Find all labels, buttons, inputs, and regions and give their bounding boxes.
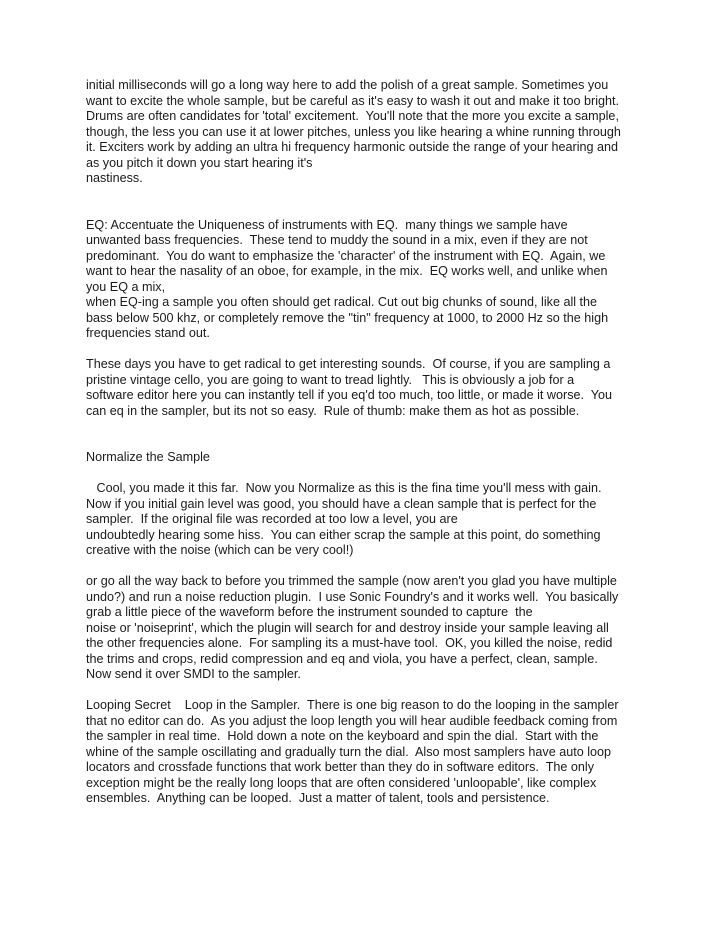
text-line: though, the less you can use it at lower pitches, unless you like hearing a whine running through xyxy=(86,124,621,139)
text-line: pristine vintage cello, you are going to want to tread lightly. This is obviously a job for a xyxy=(86,372,575,387)
text-line: exception might be the really long loops that are often considered 'unloopable', like complex xyxy=(86,775,597,790)
text-line: sampler. If the original file was recorded at too low a level, you are xyxy=(86,512,458,526)
text-line: initial milliseconds will go a long way here to add the polish of a great sample. Sometimes you xyxy=(86,78,609,92)
text-line: ensembles. Anything can be looped. Just a matter of talent, tools and persistence. xyxy=(86,791,550,805)
text-line: predominant. You do want to emphasize the 'character' of the instrument with EQ. Again, we xyxy=(86,248,606,263)
text-line: can eq in the sampler, but its not so easy. Rule of thumb: make them as hot as possible. xyxy=(86,403,580,418)
text-line: unwanted bass frequencies. These tend to muddy the sound in a mix, even if they are not xyxy=(86,233,588,247)
exciter-paragraph xyxy=(86,78,656,187)
text-line: frequencies stand out. xyxy=(86,326,210,340)
radical-paragraph xyxy=(86,357,656,419)
text-line: Cool, you made it this far. Now you Normalize as this is the fina time you'll mess with gain. xyxy=(86,481,602,495)
text-line: EQ: Accentuate the Uniqueness of instruments with EQ. many things we sample have xyxy=(86,217,568,232)
text-line: locators and crossfade functions that work better than they do in software editors. The only xyxy=(86,760,594,774)
section-heading: Normalize the Sample xyxy=(86,450,210,464)
text-line: the sampler in real time. Hold down a note on the keyboard and spin the dial. Start with the xyxy=(86,729,599,743)
text-line: the trims and crops, redid compression and eq and viola, you have a perfect, clean, sample. xyxy=(86,651,598,666)
text-line: Looping Secret Loop in the Sampler. There is one big reason to do the looping in the sampler xyxy=(86,698,619,712)
text-line: when EQ-ing a sample you often should get radical. Cut out big chunks of sound, like all the xyxy=(86,295,598,309)
text-line: Now send it over SMDI to the sampler. xyxy=(86,667,301,681)
text-line: nastiness. xyxy=(86,171,143,185)
paragraph-spacer xyxy=(86,187,656,218)
paragraph-spacer xyxy=(86,342,656,358)
noise-paragraph xyxy=(86,574,656,683)
text-line: that no editor can do. As you adjust the loop length you will hear audible feedback coming from xyxy=(86,713,618,728)
text-line: undo?) and run a noise reduction plugin. I use Sonic Foundry's and it works well. You basically xyxy=(86,589,619,604)
normalize-paragraph xyxy=(86,481,656,559)
text-line: Drums are often candidates for 'total' excitement. You'll note that the more you excite a sample, xyxy=(86,109,619,123)
normalize-heading xyxy=(86,450,656,466)
text-line: you EQ a mix, xyxy=(86,279,166,294)
text-line: whine of the sample oscillating and gradually turn the dial. Also most samplers have auto loop xyxy=(86,744,612,759)
document-page xyxy=(86,78,656,807)
text-line: bass below 500 khz, or completely remove the "tin" frequency at 1000, to 2000 Hz so the high xyxy=(86,310,609,325)
text-line: want to excite the whole sample, but be careful as it's easy to wash it out and make it too bright. xyxy=(86,93,620,108)
text-line: software editor here you can instantly tell if you eq'd too much, too little, or made it worse. You xyxy=(86,388,613,402)
text-line: These days you have to get radical to get interesting sounds. Of course, if you are sampling a xyxy=(86,357,611,371)
text-line: noise or 'noiseprint', which the plugin will search for and destroy inside your sample leaving all xyxy=(86,620,609,635)
text-line: or go all the way back to before you trimmed the sample (now aren't you glad you have multiple xyxy=(86,574,617,588)
text-line: want to hear the nasality of an oboe, for example, in the mix. EQ works well, and unlike when xyxy=(86,264,608,278)
text-line: Now if you initial gain level was good, you should have a clean sample that is perfect for the xyxy=(86,496,597,511)
paragraph-spacer xyxy=(86,466,656,482)
text-line: it. Exciters work by adding an ultra hi frequency harmonic outside the range of your hearing and xyxy=(86,140,619,154)
text-line: grab a little piece of the waveform before the instrument sounded to capture the xyxy=(86,605,533,619)
text-line: the other frequencies alone. For sampling its a must-have tool. OK, you killed the noise, redid xyxy=(86,636,613,650)
paragraph-spacer xyxy=(86,559,656,575)
text-line: creative with the noise (which can be very cool!) xyxy=(86,543,354,557)
eq-paragraph xyxy=(86,218,656,342)
looping-paragraph xyxy=(86,698,656,807)
paragraph-spacer xyxy=(86,419,656,450)
text-line: as you pitch it down you start hearing it's xyxy=(86,155,313,170)
paragraph-spacer xyxy=(86,683,656,699)
text-line: undoubtedly hearing some hiss. You can either scrap the sample at this point, do something xyxy=(86,527,601,542)
